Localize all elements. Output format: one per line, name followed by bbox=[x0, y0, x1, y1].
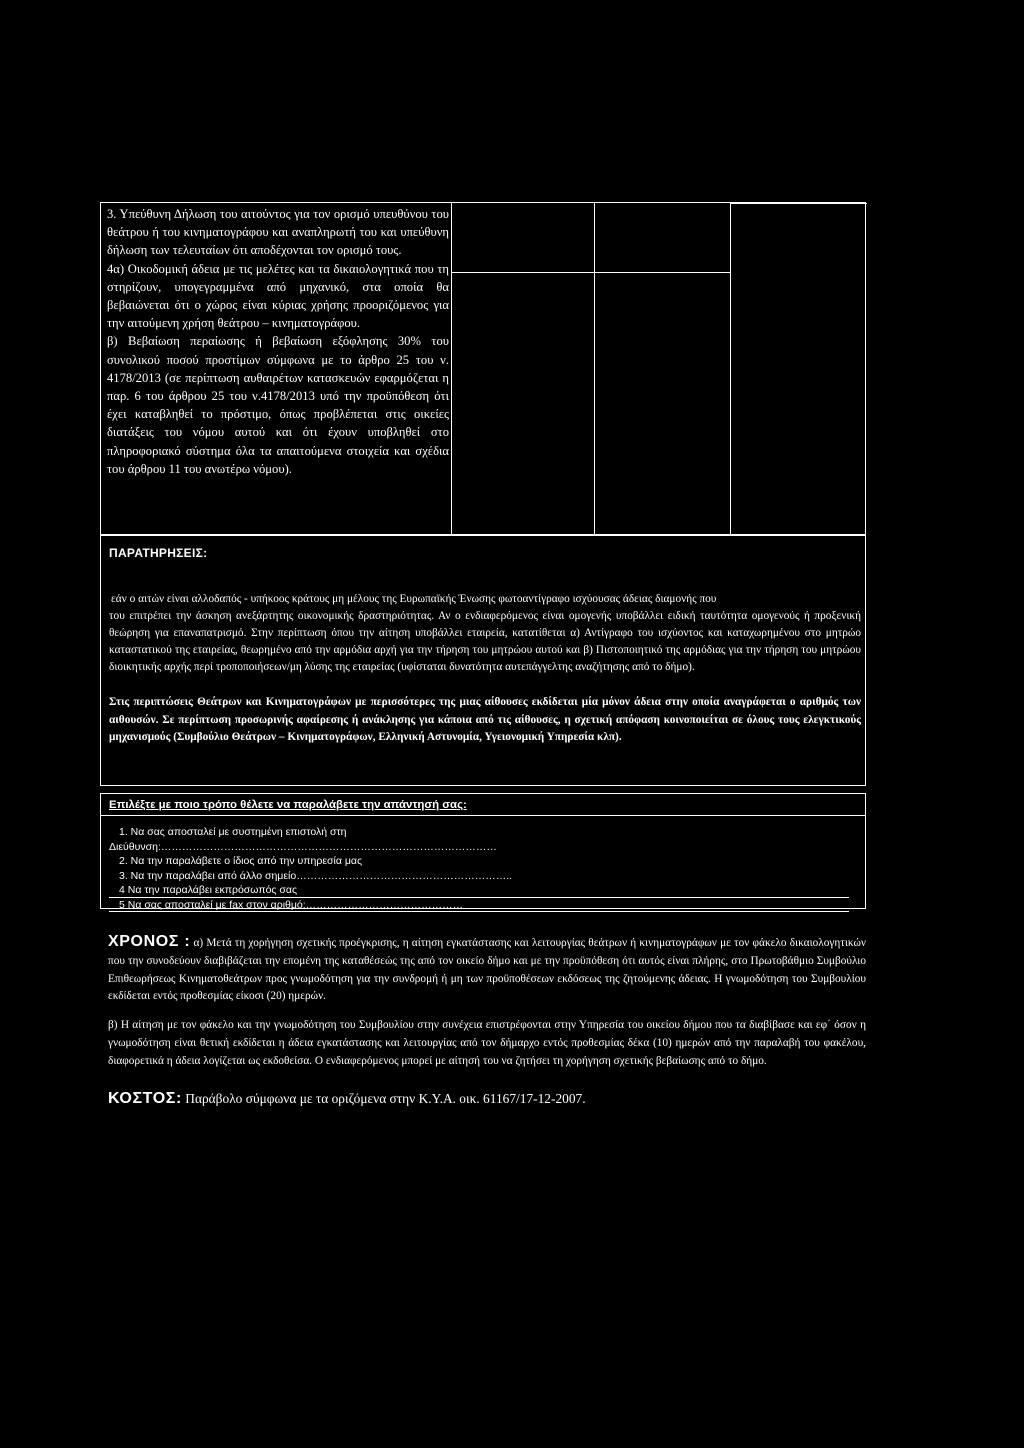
table-column-divider bbox=[594, 203, 595, 534]
remarks-section bbox=[100, 535, 866, 786]
table-row-divider bbox=[730, 203, 867, 204]
time-section bbox=[108, 933, 866, 1071]
cost-text: Παράβολο σύμφωνα με τα οριζόμενα στην Κ.Υ.Α. οικ. 61167/17-12-2007. bbox=[185, 1091, 586, 1106]
table-cell-documents bbox=[107, 205, 449, 478]
reply-method-title: Επιλέξτε με ποιο τρόπο θέλετε να παραλάβετε την απάντησή σας: bbox=[109, 799, 467, 811]
remarks-body bbox=[109, 591, 861, 676]
time-paragraph-1 bbox=[108, 933, 866, 1006]
remarks-body-rest: του επιτρέπει την άσκηση ανεξάρτητης οικονομικής δραστηριότητας. Αν ο ενδιαφερόμενος είναι ομογενής υποβάλλει ειδική ταυτότητα ομογενούς ή προξενική θεώρηση για επαναπατρισμό. Στην περίπτωση όπου την αίτηση υποβάλλει εταιρεία, κατατίθεται α) Αντίγραφο του ισχύοντος και καταχωρημένου στο μητρώο καταστατικού της εταιρείας, θεωρημένο από την αρμόδια αρχή για την τήρηση του μητρώου αυτού και β) Πιστοποιητικό της αρμόδιας για την τήρηση του μητρώου διοικητικής αρχής περί τροποποιήσεων/μη λύσης της εταιρείας (υφίσταται δυνατότητα αυτεπάγγελτης αναζήτησης από το δήμο). bbox=[109, 610, 861, 673]
remarks-note: Στις περιπτώσεις Θεάτρων και Κινηματογράφων με περισσότερες της μιας αίθουσες εκδίδεται μία μόνον άδεια στην οποία αναγράφεται ο αριθμός των αιθουσών. Σε περίπτωση προσωρινής αφαίρεσης ή ανάκλησης για κάποια από τις αίθουσες, η σχετική απόφαση κοινοποιείται σε όλους τους ελεγκτικούς μηχανισμούς (Συμβούλιο Θεάτρων – Κινηματογράφων, Ελληνική Αστυνομία, Υγειονομική Υπηρεσία κλπ). bbox=[109, 696, 861, 744]
reply-option-address[interactable]: Διεύθυνση:…………………………………………………………………………………… bbox=[109, 840, 497, 853]
cost-label: ΚΟΣΤΟΣ: bbox=[108, 1090, 182, 1107]
time-paragraph-2: β) Η αίτηση με τον φάκελο και την γνωμοδότηση του Συμβουλίου στην συνέχεια επιστρέφονται στην Υπηρεσία του οικείου δήμου που τα διαβίβασε και εφ΄ όσον η γνωμοδότηση είναι θετική εκδίδεται η άδεια εγκατάστασης και λειτουργίας από τον δήμαρχο εντός προθεσμίας δέκα (10) ημερών από την παραλαβή του φακέλου, διαφορετικά η άδεια λογίζεται ως εκδοθείσα. Ο ενδιαφερόμενος μπορεί με αίτησή του να ζητήσει τη χορήγηση σχετικής βεβαίωσης από το δήμο. bbox=[108, 1019, 866, 1067]
reply-option-3[interactable]: 3. Να την παραλάβει από άλλο σημείο…………………………………………………….. bbox=[119, 869, 513, 882]
reply-option-2[interactable]: 2. Να την παραλάβετε ο ίδιος από την υπηρεσία μας bbox=[119, 855, 363, 867]
remarks-title: ΠΑΡΑΤΗΡΗΣΕΙΣ: bbox=[109, 546, 208, 560]
documents-table bbox=[100, 202, 866, 535]
remarks-body-line1: εάν ο αιτών είναι αλλοδαπός - υπήκοος κράτους μη μέλους της Ευρωπαϊκής Ένωσης φωτοαντίγραφο ισχύουσας άδειας διαμονής που bbox=[111, 593, 717, 605]
document-item-4a: 4α) Οικοδομική άδεια με τις μελέτες και τα δικαιολογητικά που τη στηρίζουν, υπογεγραμμένα από μηχανικό, στα οποία θα βεβαιώνεται ότι ο χώρος είναι κύριας χρήσης προοριζόμενος για την αιτούμενη χρήση θεάτρου – κινηματογράφου. bbox=[107, 261, 449, 331]
table-column-divider bbox=[451, 203, 452, 534]
cost-section bbox=[108, 1090, 866, 1108]
time-label: ΧΡΟΝΟΣ : bbox=[108, 933, 191, 950]
table-column-divider bbox=[730, 203, 731, 534]
reply-options-list bbox=[109, 825, 849, 912]
reply-option-1[interactable]: 1. Να σας αποσταλεί με συστημένη επιστολή στη bbox=[119, 826, 347, 838]
table-row-divider bbox=[451, 272, 730, 273]
reply-divider bbox=[101, 815, 865, 816]
reply-option-4[interactable]: 4 Να την παραλάβει εκπρόσωπός σας bbox=[109, 883, 849, 898]
document-item-4b: β) Βεβαίωση περαίωσης ή βεβαίωση εξόφλησης 30% του συνολικού ποσού προστίμων σύμφωνα με το άρθρο 25 του ν. 4178/2013 (σε περίπτωση αυθαιρέτων κατασκευών εφαρμόζεται η παρ. 6 του άρθρου 25 του ν.4178/2013 υπό την προϋπόθεση ότι έχει καταβληθεί το πρόστιμο, όπως προβλέπεται στις οικείες διατάξεις του νόμου αυτού και ότι έχουν υποβληθεί στο πληροφοριακό σύστημα όλα τα απαιτούμενα στοιχεία και σχέδια του άρθρου 11 του ανωτέρω νόμου). bbox=[107, 334, 449, 476]
document-item-3: 3. Υπεύθυνη Δήλωση του αιτούντος για τον ορισμό υπευθύνου του θεάτρου ή του κινηματογράφου και αναπληρωτή του και υπεύθυνη δήλωση των τελευταίων ότι αποδέχονται τον ορισμό τους. bbox=[107, 207, 449, 258]
reply-option-5[interactable]: 5 Να σας αποσταλεί με fax στον αριθμό:……………………………………… bbox=[109, 898, 849, 913]
reply-method-section bbox=[100, 793, 866, 909]
time-text-1: α) Μετά τη χορήγηση σχετικής προέγκρισης, η αίτηση εγκατάστασης και λειτουργίας θεάτρων ή κινηματογράφων με τον φάκελο δικαιολογητικών που την συνοδεύουν διαβιβάζεται την επομένη της καταθέσεώς της από τον οικείο δήμο και με την προϋπόθεση ότι αυτός είναι πλήρης, στο Πρωτοβάθμιο Συμβούλιο Επιθεωρήσεως Κινηματοθεάτρων προς γνωμοδότηση για την συνδρομή ή μη των προϋποθέσεων εκδόσεως της ζητούμενης άδειας. Η γνωμοδότηση του Συμβουλίου εκδίδεται εντός προθεσμίας είκοσι (20) ημερών. bbox=[108, 937, 867, 1003]
